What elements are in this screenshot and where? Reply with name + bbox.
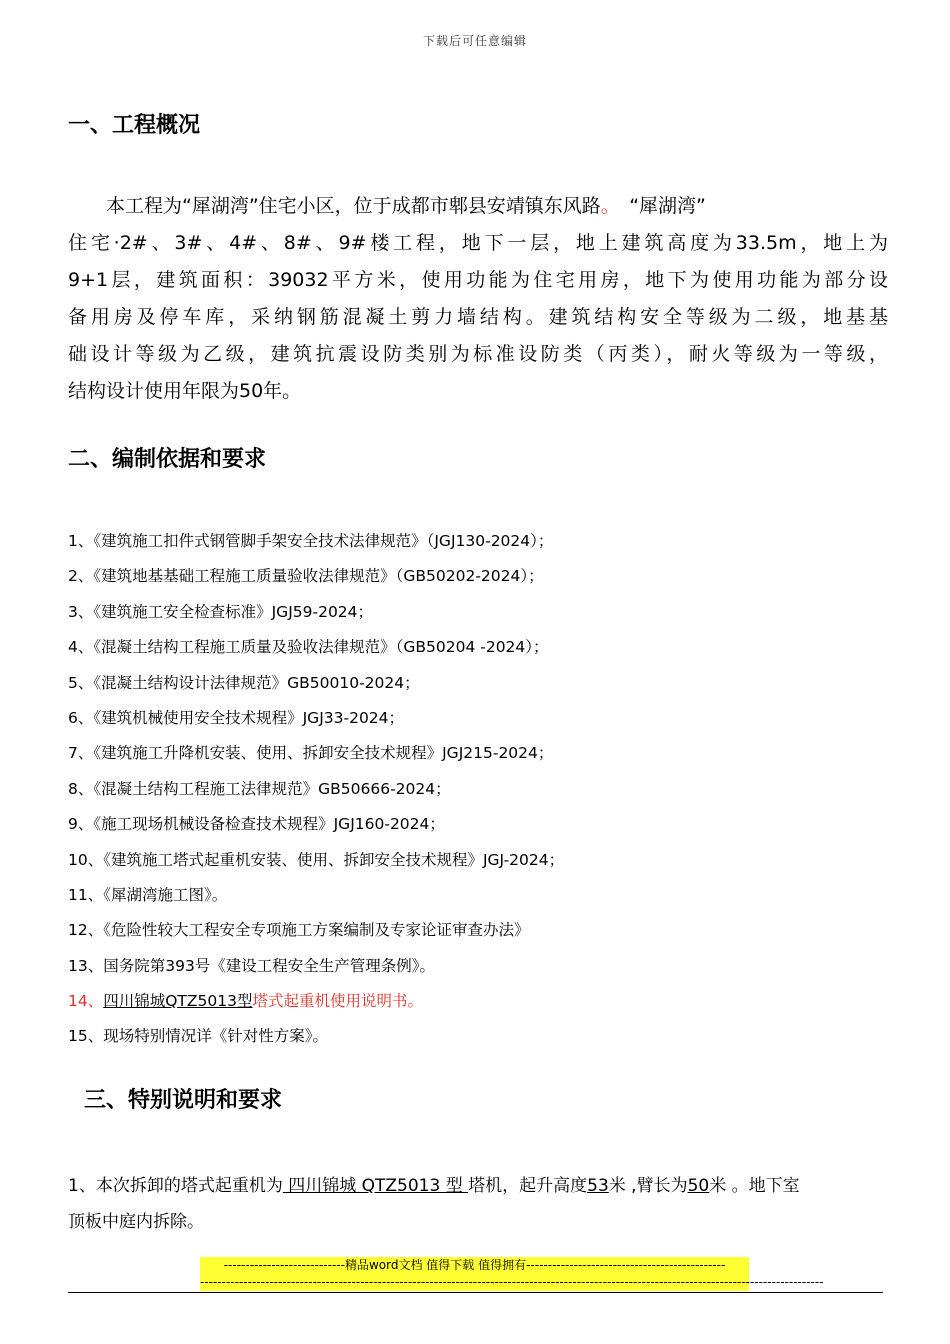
overview-line-6: 结构设计使用年限为50年。 xyxy=(68,380,302,402)
arm-length-value: 50 xyxy=(687,1176,710,1196)
project-overview-paragraph xyxy=(68,188,888,410)
item-14-number: 14、 xyxy=(68,992,104,1011)
list-item: 15、现场特别情况详《针对性方案》。 xyxy=(68,1027,328,1046)
lift-height-value: 53 xyxy=(587,1176,609,1196)
footer-divider xyxy=(68,1292,883,1293)
section-1-heading: 一、工程概况 xyxy=(68,113,201,138)
list-item-highlighted xyxy=(68,984,564,1019)
item-14-model: 四川锦城QTZ5013型 xyxy=(103,992,253,1011)
list-item: 2、《建筑地基基础工程施工质量验收法律规范》（GB50202-2024）； xyxy=(68,567,544,586)
list-item: 3、《建筑施工安全检查标准》JGJ59-2024； xyxy=(68,602,374,621)
section-3-heading: 三、特别说明和要求 xyxy=(84,1088,283,1113)
notes-line-1 xyxy=(68,1168,883,1204)
overview-line-2: 住宅·2#、3#、4#、8#、9#楼工程，地下一层，地上建筑高度为33.5m，地上为 xyxy=(68,232,888,254)
notes-text-c: 米 ,臂长为 xyxy=(608,1176,688,1196)
list-item: 12、《危险性较大工程安全专项施工方案编制及专家论证审查办法》 xyxy=(68,921,530,940)
page-header: 下载后可任意编辑 xyxy=(422,34,527,48)
list-item: 8、《混凝土结构工程施工法律规范》GB50666-2024； xyxy=(68,779,451,798)
notes-text-d: 米 。地下室 xyxy=(709,1176,800,1196)
overview-line-1-text: 本工程为“犀湖湾”住宅小区，位于成都市郫县安靖镇东风路 xyxy=(68,195,601,217)
list-item: 5、《混凝土结构设计法律规范》GB50010-2024； xyxy=(68,673,420,692)
footer-banner-line-2: ------------------------------------------------------------------------------------------------------------------------------------------------ xyxy=(200,1275,824,1289)
overview-line-4: 备用房及停车库，采纳钢筋混凝土剪力墙结构。建筑结构安全等级为二级，地基基 xyxy=(68,306,888,328)
overview-red-mark: 。 xyxy=(600,195,611,217)
overview-line-1-tail: “犀湖湾” xyxy=(610,195,706,217)
list-item: 10、《建筑施工塔式起重机安装、使用、拆卸安全技术规程》JGJ-2024； xyxy=(68,850,565,869)
crane-model: 四川锦城 QTZ5013 型 xyxy=(282,1176,469,1196)
footer-banner-line-1: ----------------------------精品word文档 值得下载 值得拥有---------------------------------------------- xyxy=(223,1258,726,1272)
list-item: 4、《混凝土结构工程施工质量及验收法律规范》（GB50204 -2024）； xyxy=(68,638,549,657)
item-14-text: 塔式起重机使用说明书。 xyxy=(252,992,423,1011)
notes-line-2: 顶板中庭内拆除。 xyxy=(68,1212,204,1232)
notes-text-b: 塔机，起升高度 xyxy=(468,1176,588,1196)
basis-list xyxy=(68,524,564,1055)
list-item: 7、《建筑施工升降机安装、使用、拆卸安全技术规程》JGJ215-2024； xyxy=(68,744,554,763)
section-2-heading: 二、编制依据和要求 xyxy=(68,447,267,472)
list-item: 1、《建筑施工扣件式钢管脚手架安全技术法律规范》（JGJ130-2024）； xyxy=(68,532,554,550)
overview-line-5: 础设计等级为乙级，建筑抗震设防类别为标准设防类（丙类），耐火等级为一等级， xyxy=(68,343,888,365)
notes-text-a: 1、本次拆卸的塔式起重机为 xyxy=(68,1176,283,1196)
special-notes-paragraph xyxy=(68,1168,883,1240)
footer-banner xyxy=(200,1257,824,1291)
list-item: 13、国务院第393号《建设工程安全生产管理条例》。 xyxy=(68,956,436,975)
overview-line-1 xyxy=(68,188,888,225)
list-item: 6、《建筑机械使用安全技术规程》JGJ33-2024； xyxy=(68,708,405,727)
list-item: 9、《施工现场机械设备检查技术规程》JGJ160-2024； xyxy=(68,815,445,834)
overview-line-3: 9+1层，建筑面积：39032平方米，使用功能为住宅用房，地下为使用功能为部分设 xyxy=(68,269,888,291)
list-item: 11、《犀湖湾施工图》。 xyxy=(68,885,228,904)
